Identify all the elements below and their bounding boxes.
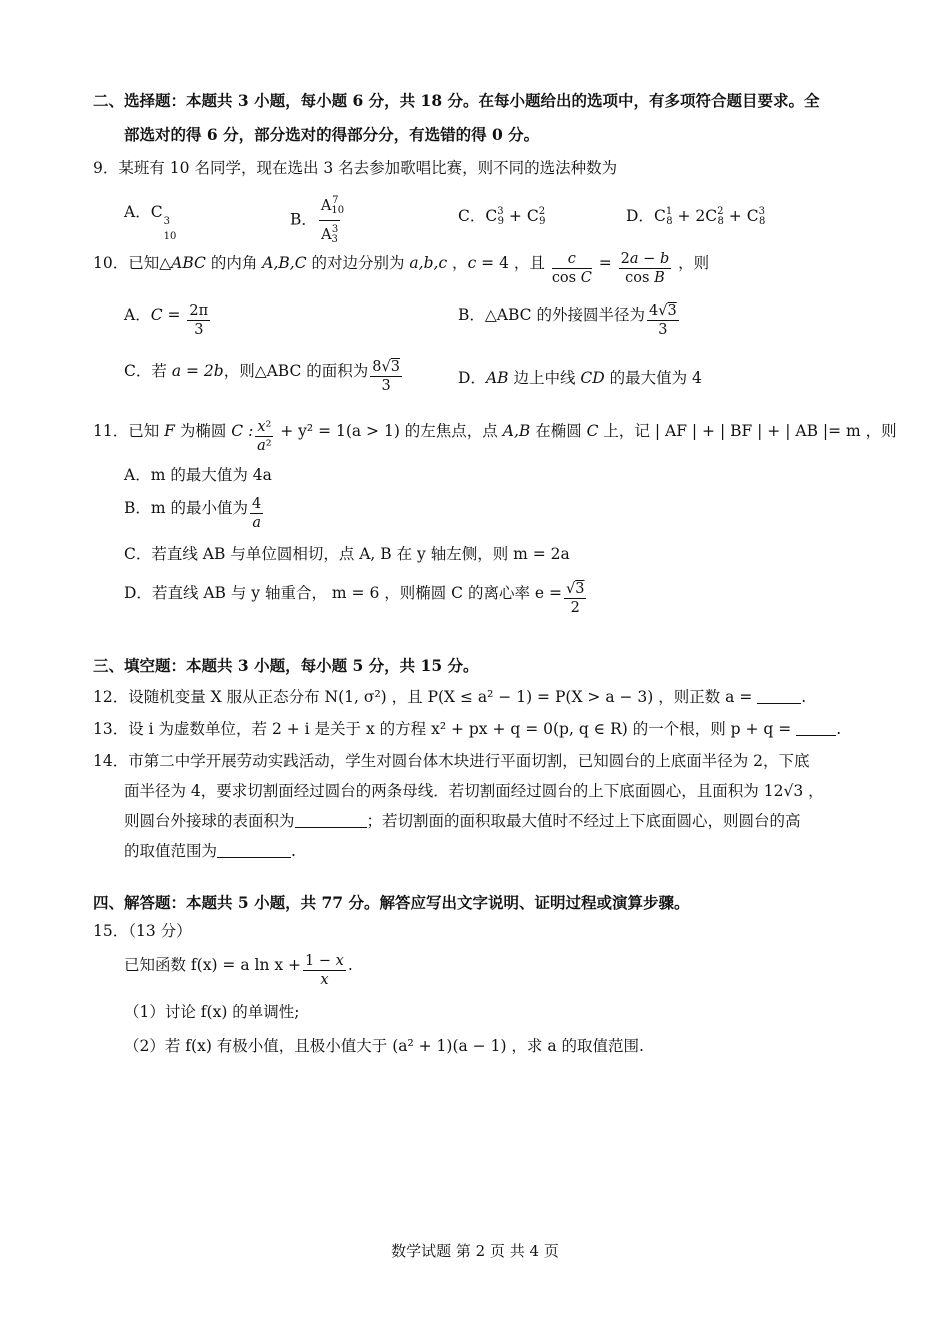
question-10-stem: 10．已知△ABC 的内角 A,B,C 的对边分别为 a,b,c ，c = 4 ，且 $\frac{c}{\text{cos C}}$ = $\frac{2a - b}{\text{cos B}}$ ，则 [93, 251, 710, 286]
section-4-title: 四、解答题：本题共 5 小题，共 77 分。解答应写出文字说明、证明过程或演算步骤。 [93, 893, 690, 912]
question-10-option-b: B．△ABC 的外接圆半径为 $\frac{4√3}{3}$ [458, 303, 677, 338]
question-9-option-b: B． $\frac{A_{10}^7}{A_3^3}$ [290, 192, 342, 249]
question-13: 13．设 i 为虚数单位，若 2 + i 是关于 x 的方程 x² + px + q = 0(p, q ∈ R) 的一个根，则 p + q = . [93, 720, 842, 738]
question-9-option-d: D．$C^1_8 + 2C^2_8 + C^3_8$ [626, 206, 766, 227]
question-10-option-c: C．若 a = 2b，则△ABC 的面积为 $\frac{8√3}{3}$ [124, 359, 400, 394]
question-10-option-a: A．C = $\frac{2\pi}{3}$ [124, 303, 209, 338]
question-12: 12．设随机变量 X 服从正态分布 N(1, σ²) ，且 P(X ≤ a² − 1) = P(X > a − 3) ，则正数 a = . [93, 688, 807, 706]
question-9-option-c: C．$C^3_9 + C^2_9$ [458, 206, 546, 227]
answer-blank[interactable] [757, 703, 801, 704]
question-15-part-1: （1）讨论 f(x) 的单调性; [124, 1003, 300, 1021]
question-9-stem: 9．某班有 10 名同学，现在选出 3 名去参加歌唱比赛，则不同的选法种数为 [93, 159, 618, 177]
question-14-line-3: 则圆台外接球的表面积为 ；若切割面的面积取最大值时不经过上下底面圆心，则圆台的高 [124, 812, 801, 830]
question-11-option-b: B．m 的最小值为 $\frac{4}{a}$ [124, 496, 262, 531]
question-14-line-4: 的取值范围为 . [124, 842, 296, 860]
answer-blank[interactable] [295, 827, 367, 828]
question-11-stem: 11．已知 F 为椭圆 C : $\frac{\text{x²}}{\text{a²}}$ + y² = 1(a > 1) 的左焦点，点 A,B 在椭圆 C 上，记 | AF | + | BF | + | AB |= m ，则 [93, 419, 897, 454]
question-14-line-1: 14．市第二中学开展劳动实践活动，学生对圆台体木块进行平面切割，已知圆台的上底面半径为 2，下底 [93, 752, 810, 770]
section-2-line-1: 二、选择题：本题共 3 小题，每小题 6 分，共 18 分。在每小题给出的选项中，有多项符合题目要求。全 [93, 91, 820, 110]
answer-blank[interactable] [217, 857, 291, 858]
question-15-number: 15．（13 分） [93, 922, 192, 940]
question-11-option-c: C．若直线 AB 与单位圆相切，点 A, B 在 y 轴左侧，则 m = 2a [124, 545, 570, 563]
question-10-option-d: D．AB 边上中线 CD 的最大值为 4 [458, 369, 702, 387]
question-11-option-d: D．若直线 AB 与 y 轴重合， m = 6 ，则椭圆 C 的离心率 e = $\frac{√3}{2}$ [124, 581, 585, 616]
question-15-part-2: （2）若 f(x) 有极小值，且极小值大于 (a² + 1)(a − 1) ，求 a 的取值范围. [124, 1037, 644, 1055]
question-9-option-a: A．C 3 10 [124, 203, 177, 242]
answer-blank[interactable] [796, 735, 836, 736]
section-2-line-2: 部选对的得 6 分，部分选对的得部分分，有选错的得 0 分。 [124, 125, 540, 144]
question-14-line-2: 面半径为 4，要求切割面经过圆台的两条母线．若切割面经过圆台的上下底面圆心，且面积为 12√3 ， [124, 782, 824, 800]
page-footer: 数学试题 第 2 页 共 4 页 [391, 1242, 559, 1260]
question-11-option-a: A．m 的最大值为 4a [124, 466, 272, 484]
section-3-title: 三、填空题：本题共 3 小题，每小题 5 分，共 15 分。 [93, 656, 479, 675]
question-15-stem: 已知函数 f(x) = a ln x + $\frac{1 - x}{x}$ . [124, 953, 353, 988]
